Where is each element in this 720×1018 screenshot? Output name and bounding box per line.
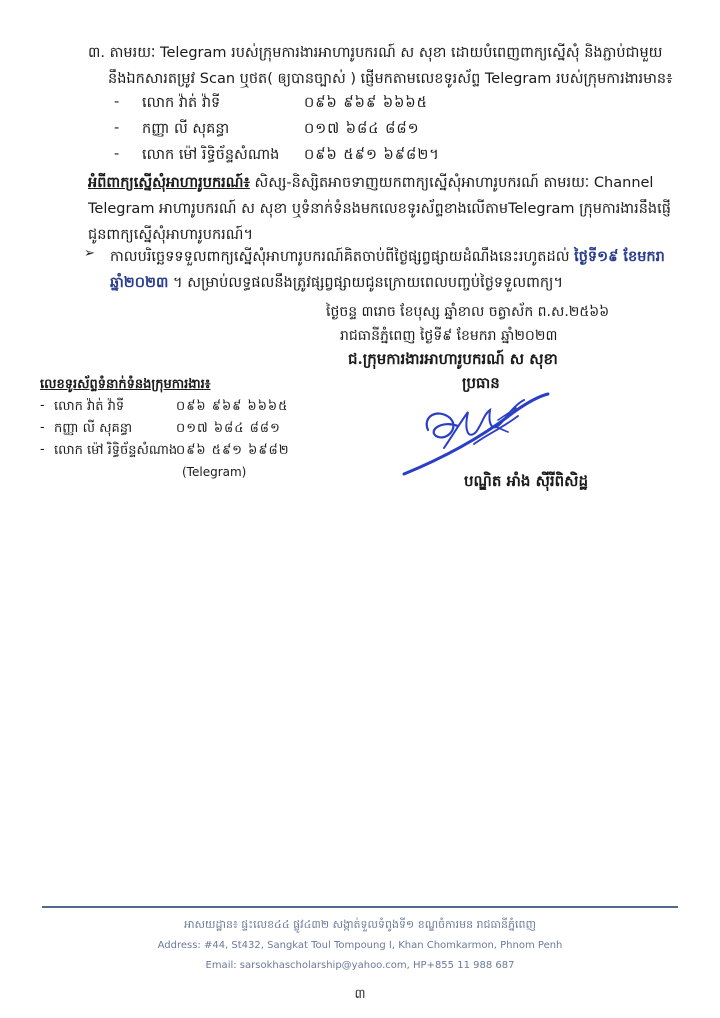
left-contacts-title: លេខទូរស័ព្ទទំនាក់ទំនងក្រុមការងារ៖ — [40, 377, 211, 392]
signatory-role: ប្រធាន — [462, 374, 500, 392]
deadline-line1 — [110, 244, 665, 270]
contact-dash: - — [114, 120, 120, 136]
deadline-year: ឆ្នាំ២០២៣ — [110, 275, 169, 291]
deadline-date: ថ្ងៃទី១៩ ខែមករា — [574, 249, 665, 265]
contact-row — [114, 94, 534, 118]
left-contact-name: កញ្ញា លី សុគន្ធា — [54, 421, 133, 436]
deadline-line2 — [110, 270, 563, 296]
lunar-date: ថ្ងៃចន្ទ ៣រោច ខែបុស្ស ឆ្នាំខាល ចត្វាស័ក ព.ស.២៥៦៦ — [326, 304, 610, 320]
left-contact-name: លោក ម៉ៅ រិទ្ធិច័ន្ទសំណាង — [54, 443, 178, 458]
about-line1 — [88, 170, 653, 196]
left-contact-phone: ០១៧ ៦៨៤ ៨៨១ — [176, 421, 281, 436]
left-contact-dash: - — [40, 398, 45, 413]
contact-row — [114, 146, 534, 170]
contact-dash: - — [114, 94, 120, 110]
contact-phone: ០៩៦ ៩៦៩ ៦៦៦៥ — [304, 95, 428, 111]
signatory-name: បណ្ឌិត អាំង ស៊ីរីពិសិដ្ឋ — [464, 472, 588, 490]
item3-line1: ៣. តាមរយៈ Telegram របស់ក្រុមការងារអាហារូបករណ៍ ស សុខា ដោយបំពេញពាក្យស្នើសុំ និងភ្ជាប់ជាមួយ — [88, 45, 663, 61]
left-contact-phone: ០៩៦ ៥៩១ ៦៩៨២ — [176, 443, 290, 458]
footer-divider — [42, 906, 678, 908]
item3-line2: នឹងឯកសារតម្រូវ Scan ឬថត( ឲ្យបានច្បាស់ ) ផ្ញើមកតាមលេខទូរស័ព្ទ Telegram របស់ក្រុមការងារមាន៖ — [108, 71, 673, 87]
footer-email: Email: sarsokhascholarship@yahoo.com, HP+855 11 988 687 — [205, 960, 515, 971]
left-contact-row — [40, 398, 300, 420]
arrow-bullet-icon: ➢ — [84, 246, 95, 261]
solar-date: រាជធានីភ្នំពេញ ថ្ងៃទី៩ ខែមករា ឆ្នាំ២០២៣ — [340, 328, 558, 344]
left-contact-phone: ០៩៦ ៩៦៩ ៦៦៦៥ — [176, 399, 289, 414]
contact-name: លោក ម៉ៅ រិទ្ធិច័ន្ទសំណាង — [142, 147, 280, 163]
footer-address-en: Address: #44, St432, Sangkat Toul Tompoung I, Khan Chomkarmon, Phnom Penh — [157, 940, 563, 951]
organization-name: ជ.ក្រុមការងារអាហារូបករណ៍ ស សុខា — [348, 350, 558, 368]
left-contact-dash: - — [40, 420, 45, 435]
left-contact-row — [40, 420, 300, 442]
telegram-note: (Telegram) — [182, 465, 247, 479]
contact-phone: ០១៧ ៦៨៤ ៨៨១ — [304, 121, 420, 137]
signature-image — [398, 390, 568, 480]
left-contact-dash: - — [40, 442, 45, 457]
left-contact-name: លោក វ៉ាត់ វ៉ាទី — [54, 399, 125, 414]
page-number: ៣ — [354, 987, 366, 1002]
contact-name: កញ្ញា លី សុគន្ធា — [142, 121, 230, 137]
about-line3: ជូនពាក្យស្នើសុំអាហារូបករណ៍។ — [88, 227, 254, 243]
contact-name: លោក វ៉ាត់ វ៉ាទី — [142, 95, 221, 111]
footer-address-kh: អាសយដ្ឋាន៖ ផ្ទះលេខ៤៤ ផ្លូវ៤៣២ សង្កាត់ទួលទំពូងទី១ ខណ្ឌចំការមន រាជធានីភ្នំពេញ — [184, 918, 536, 931]
left-contact-row — [40, 442, 300, 464]
deadline-text: កាលបរិច្ឆេទទទួលពាក្យស្នើសុំអាហារូបករណ៍គិតចាប់ពីថ្ងៃផ្សព្វផ្សាយដំណឹងនេះរហូតដល់ — [110, 249, 575, 265]
contact-row — [114, 120, 534, 144]
contact-phone: ០៩៦ ៥៩១ ៦៩៨២។ — [304, 147, 440, 163]
deadline-text-2: ។ សម្រាប់លទ្ធផលនឹងត្រូវផ្សព្វផ្សាយជូនក្រោយពេលបញ្ចប់ថ្ងៃទទួលពាក្យ។ — [168, 275, 564, 291]
contact-dash: - — [114, 146, 120, 162]
about-text: សិស្ស-និស្សិតអាចទាញយកពាក្យស្នើសុំអាហារូបករណ៍ តាមរយៈ Channel — [249, 175, 654, 191]
about-label: អំពីពាក្យស្នើសុំអាហារូបករណ៍៖ — [88, 175, 250, 191]
about-line2: Telegram អាហារូបករណ៍ ស សុខា ឬទំនាក់ទំនងមកលេខទូរស័ព្ទខាងលើតាមTelegram ក្រុមការងារនឹងផ្ញើ — [88, 201, 671, 217]
